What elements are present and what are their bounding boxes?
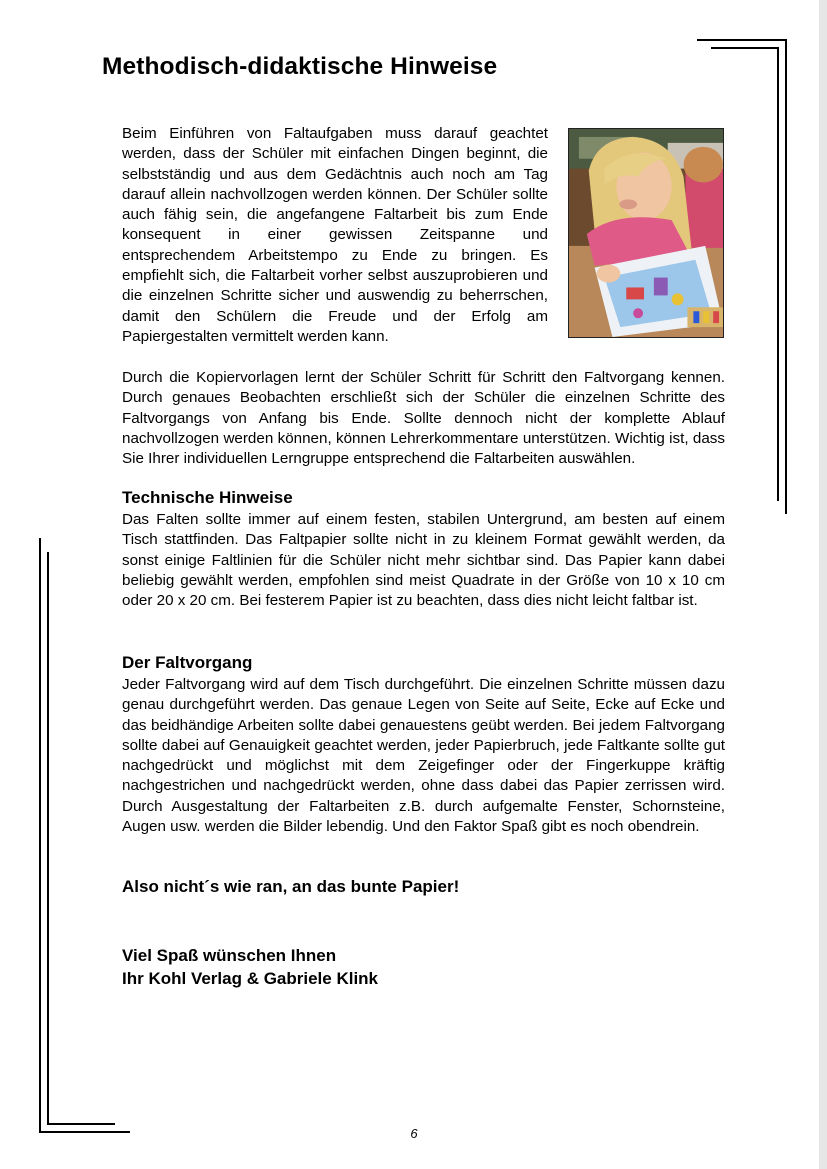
frame-line [39, 538, 41, 1133]
technical-notes-paragraph: Das Falten sollte immer auf einem festen, stabilen Untergrund, am besten auf einem Tisch stattfinden. Das Faltpapier sollte nicht in zu kleinem Format gewählt werden, da sonst einige Faltlinien für die Schüler nicht mehr sichtbar sind. Das Papier kann dabei beliebig gewählt werden, empfohlen sind meist Quadrate in der Größe von 10 x 10 cm oder 20 x 20 cm. Bei festerem Papier ist zu beachten, dass dies nicht leicht faltbar ist. [122, 511, 725, 610]
page-title: Methodisch-didaktische Hinweise [102, 53, 498, 80]
intro-paragraph: Beim Einführen von Faltaufgaben muss darauf geachtet werden, dass der Schüler mit einfachen Dingen beginnt, die selbstständig und aus dem Gedächtnis auch noch am Tag darauf allein nachvollzogen werden können. Der Schüler sollte auch fähig sein, die angefangene Faltarbeit bis zum Ende konsequent in einer gewissen Zeitspanne und entsprechendem Arbeitstempo zu Ende zu bringen. Es empfiehlt sich, die Faltarbeit vorher selbst auszuprobieren und die einzelnen Schritte sicher und auswendig zu beherrschen, damit den Schülern die Freude und der Erfolg am Papiergestalten vermittelt werden kann. [122, 125, 548, 345]
frame-line [39, 1131, 130, 1133]
technical-notes-heading: Technische Hinweise [122, 488, 293, 507]
motto-line: Also nicht´s wie ran, an das bunte Papier! [122, 877, 460, 896]
page-edge [819, 0, 827, 1169]
kopiervorlagen-paragraph: Durch die Kopiervorlagen lernt der Schüler Schritt für Schritt den Faltvorgang kennen. Durch genaues Beobachten erschließt sich der Schüler die einzelnen Schritte des Faltvorgangs von Anfang bis Ende. Sollte dennoch nicht der komplette Ablauf nachvollzogen werden können, können Lehrerkommentare unterstützen. Wichtig ist, dass Sie Ihrer individuellen Lerngruppe entsprechend die Faltarbeiten auswählen. [122, 369, 725, 468]
frame-line [711, 47, 779, 49]
frame-line [47, 552, 49, 1125]
child-painting-photo [568, 128, 724, 338]
folding-process-heading: Der Faltvorgang [122, 653, 253, 672]
greeting-line-1: Viel Spaß wünschen Ihnen [122, 946, 337, 965]
page-number: 6 [410, 1126, 418, 1141]
folding-process-paragraph: Jeder Faltvorgang wird auf dem Tisch durchgeführt. Die einzelnen Schritte müssen dazu genau durchgeführt werden. Das genaue Legen von Seite auf Seite, Ecke auf Ecke und das beidhändige Arbeiten sollte dabei genauestens geübt werden. Bei jedem Faltvorgang sollte dabei auf Genauigkeit geachtet werden, jeder Papierbruch, jede Faltkante sollte gut nachgedrückt und möglichst mit dem Zeigefinger oder der Fingerkuppe kräftig nachgestrichen und nachgedrückt werden, ohne dass dabei das Papier zerrissen wird. Durch Ausgestaltung der Faltarbeiten z.B. durch aufgemalte Fenster, Schornsteine, Augen usw. werden die Bilder lebendig. Und den Faktor Spaß gibt es noch obendrein. [122, 676, 725, 836]
frame-line [697, 39, 787, 41]
frame-line [777, 47, 779, 501]
frame-line [47, 1123, 115, 1125]
frame-line [785, 39, 787, 514]
greeting-line-2: Ihr Kohl Verlag & Gabriele Klink [122, 969, 379, 988]
